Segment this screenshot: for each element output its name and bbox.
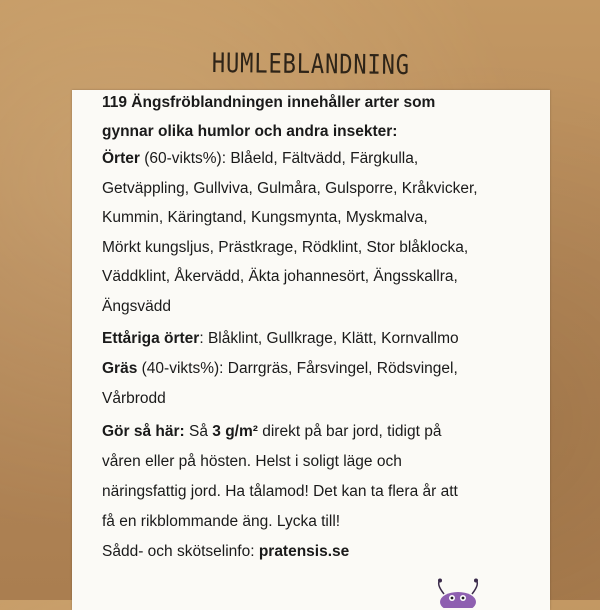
herbs-weight: (60-vikts%): Blåeld, Fältvädd, Färgkulla, — [139, 150, 419, 167]
howto-heading: Gör så här: — [102, 423, 185, 440]
herbs-line-1 — [102, 150, 418, 168]
handwritten-title: HUMLEBLANDNING — [211, 48, 411, 82]
howto-line-1 — [102, 423, 441, 441]
annual-heading: Ettåriga örter — [102, 330, 200, 347]
herbs-line-6: Ängsvädd — [102, 298, 171, 315]
intro-line-2: gynnar olika humlor och andra insekter: — [102, 123, 398, 140]
howto-line-2: våren eller på hösten. Helst i soligt läge och — [102, 453, 402, 470]
herbs-heading: Örter — [102, 150, 140, 167]
seed-label — [72, 90, 550, 610]
herbs-line-5: Väddklint, Åkervädd, Äkta johannesört, Ängsskallra, — [102, 268, 458, 285]
herbs-line-4: Mörkt kungsljus, Prästkrage, Rödklint, Stor blåklocka, — [102, 239, 469, 256]
annual-herbs-line — [102, 330, 459, 348]
herbs-line-2: Getväppling, Gullviva, Gulmåra, Gulsporre, Kråkvicker, — [102, 180, 478, 197]
info-line — [102, 543, 349, 561]
info-site: pratensis.se — [258, 543, 350, 560]
bee-mascot-icon — [430, 578, 486, 608]
herbs-line-3: Kummin, Käringtand, Kungsmynta, Myskmalva, — [102, 209, 428, 226]
grass-line-1 — [102, 360, 458, 378]
howto-text-2: direkt på bar jord, tidigt på — [257, 423, 442, 440]
intro-line-1: 119 Ängsfröblandningen innehåller arter som — [102, 94, 436, 111]
grass-weight: (40-vikts%): Darrgräs, Fårsvingel, Rödsvingel, — [137, 360, 458, 377]
howto-line-4: få en rikblommande äng. Lycka till! — [102, 513, 341, 530]
howto-amount: 3 g/m² — [212, 423, 258, 440]
howto-line-3: näringsfattig jord. Ha tålamod! Det kan ta flera år att — [102, 483, 458, 500]
info-text: Sådd- och skötselinfo: — [102, 543, 259, 560]
annual-list: : Blåklint, Gullkrage, Klätt, Kornvallmo — [199, 330, 459, 347]
grass-line-2: Vårbrodd — [102, 390, 166, 407]
grass-heading: Gräs — [102, 360, 138, 377]
howto-text-1: Så — [184, 423, 213, 440]
